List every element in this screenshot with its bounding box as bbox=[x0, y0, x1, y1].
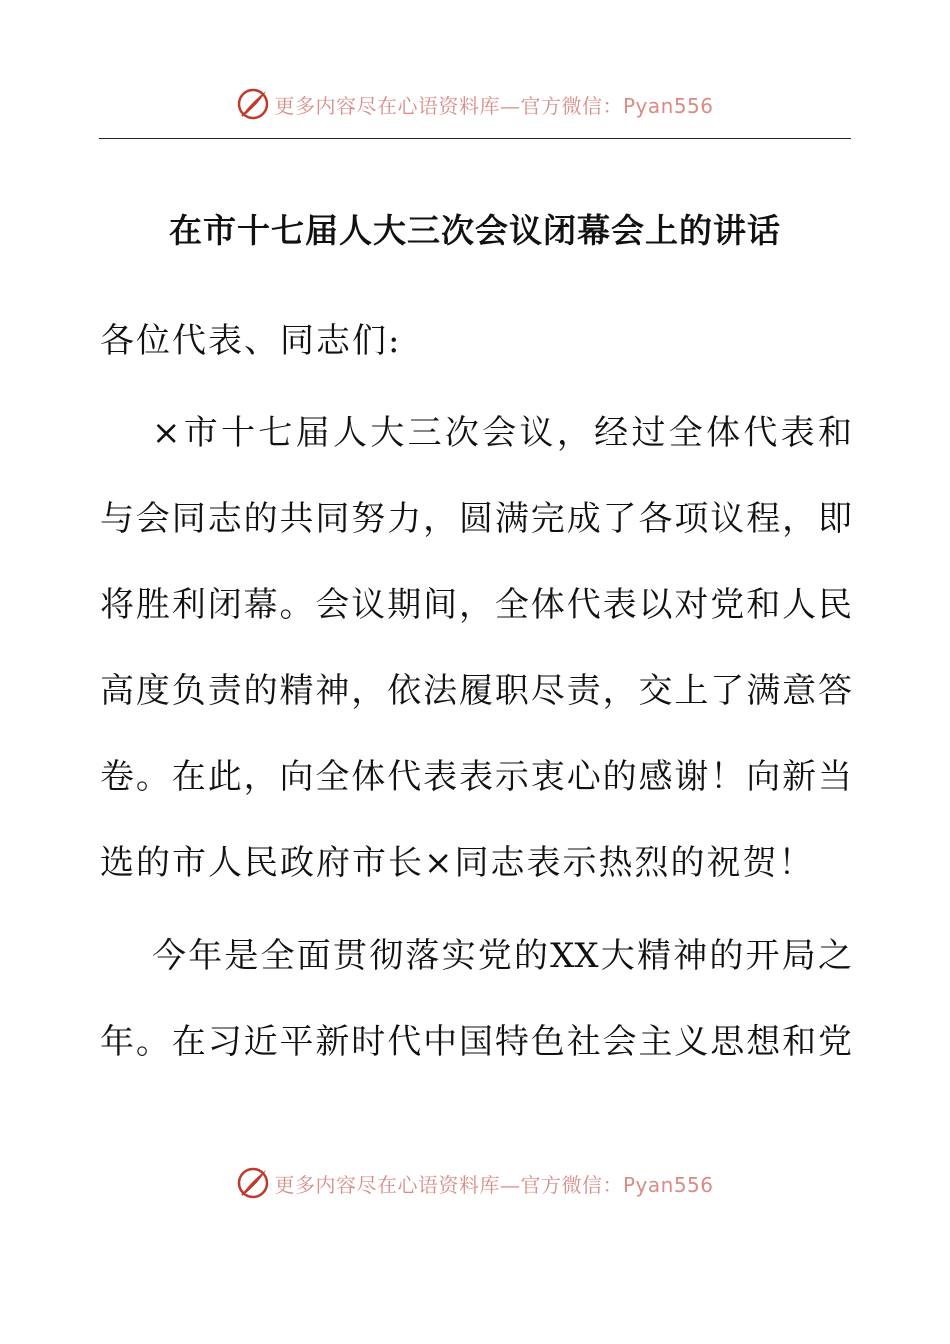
footer-banner-text: 更多内容尽在心语资料库—官方微信：Pyan556 bbox=[274, 1172, 714, 1197]
header-banner-text: 更多内容尽在心语资料库—官方微信：Pyan556 bbox=[274, 93, 714, 118]
paragraph-line: 将胜利闭幕。会议期间，全体代表以对党和人民 bbox=[100, 585, 852, 625]
paragraph-line: 选的市人民政府市长×同志表示热烈的祝贺！ bbox=[100, 843, 815, 883]
header-divider bbox=[99, 138, 851, 139]
paragraph-line: 与会同志的共同努力，圆满完成了各项议程，即 bbox=[100, 499, 852, 539]
paragraph-2 bbox=[100, 928, 852, 1100]
quill-logo-icon bbox=[236, 87, 270, 121]
paragraph-line: 卷。在此，向全体代表表示衷心的感谢！向新当 bbox=[100, 757, 852, 797]
footer-banner bbox=[0, 1163, 950, 1203]
paragraph-1 bbox=[100, 405, 852, 921]
paragraph-line: ×市十七届人大三次会议，经过全体代表和 bbox=[152, 413, 852, 453]
paragraph-line: 年。在习近平新时代中国特色社会主义思想和党 bbox=[100, 1022, 852, 1062]
paragraph-line: 高度负责的精神，依法履职尽责，交上了满意答 bbox=[100, 671, 852, 711]
greeting: 各位代表、同志们: bbox=[100, 321, 402, 361]
document-title: 在市十七届人大三次会议闭幕会上的讲话 bbox=[169, 211, 781, 250]
header-banner bbox=[0, 84, 950, 124]
paragraph-line: 今年是全面贯彻落实党的XX大精神的开局之 bbox=[152, 936, 852, 976]
quill-logo-icon bbox=[236, 1166, 270, 1200]
